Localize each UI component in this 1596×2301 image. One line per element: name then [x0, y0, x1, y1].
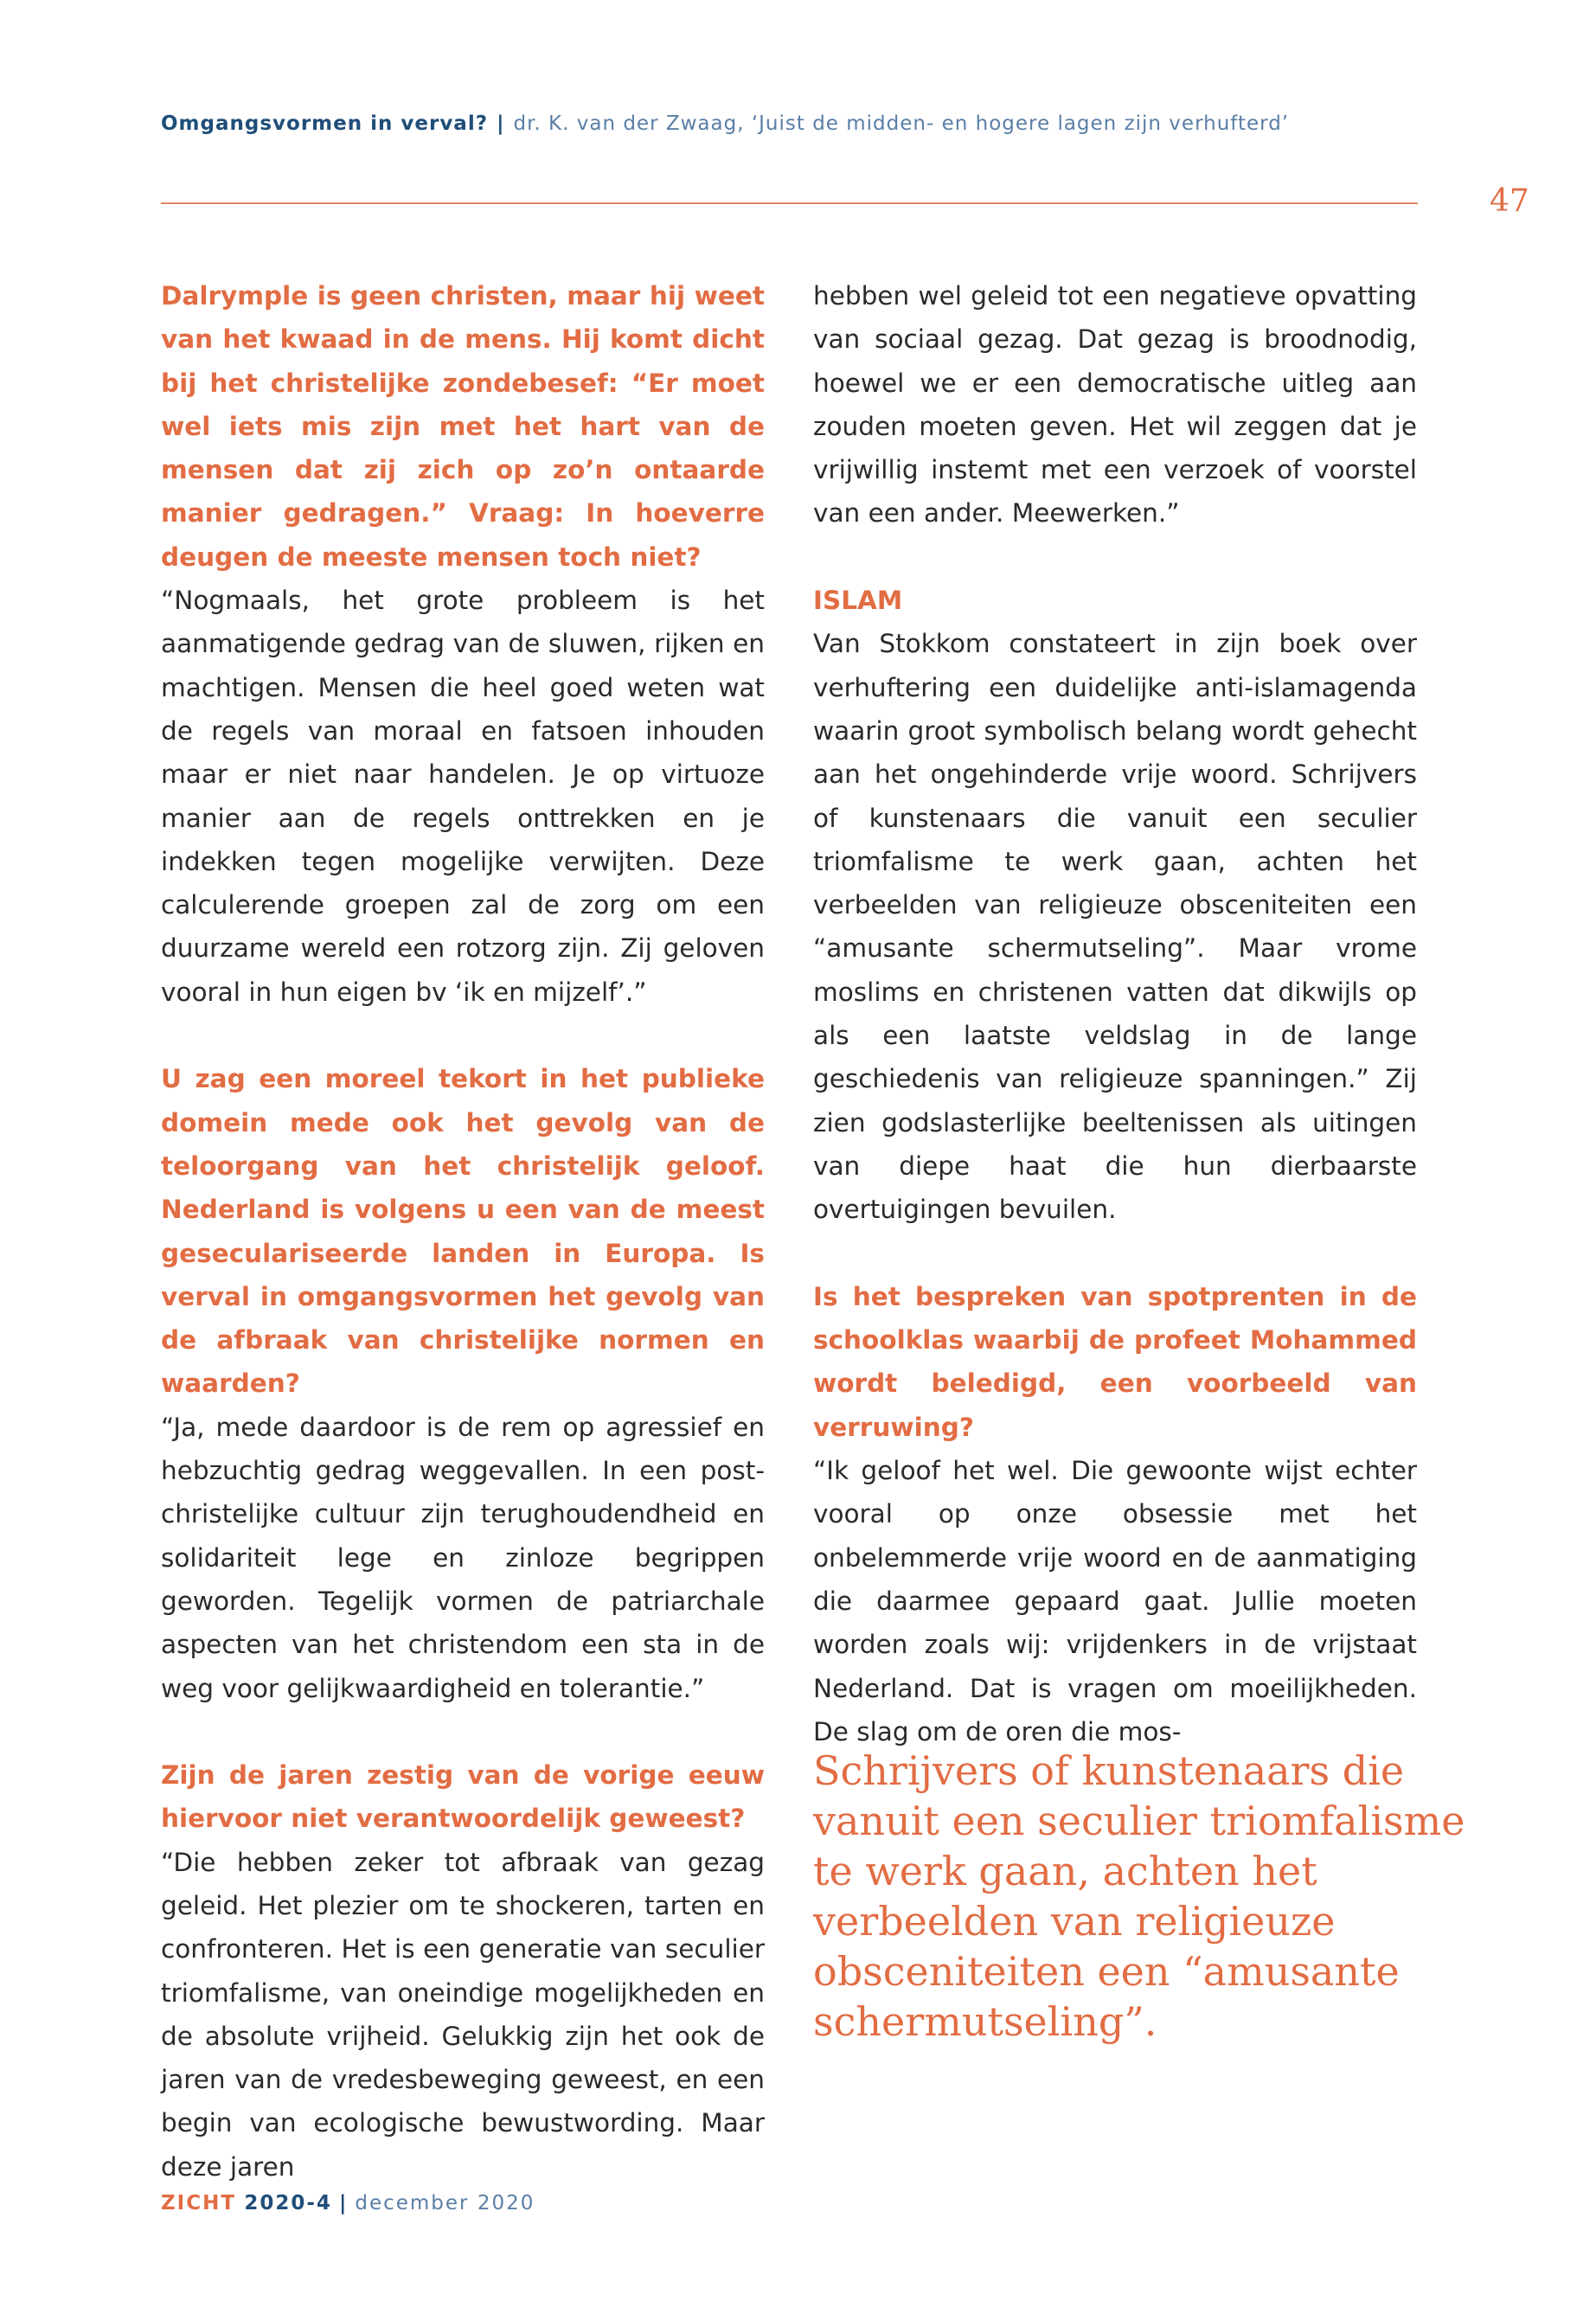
- pull-quote: Schrijvers of kunstenaars die vanuit een seculier triomfalisme te werk gaan, achten het verbeelden van religieuze obsceniteiten een “amusante schermutseling”.: [813, 1747, 1465, 2045]
- answer-3: “Die hebben zeker tot afbraak van gezag geleid. Het plezier om te shockeren, tarten en confronteren. Het is een generatie van seculier triomfalisme, van oneindige mogelijkheden en de absolute vrijheid. Gelukkig zijn het ook de jaren van de vredesbeweging geweest, en een begin van ecologische bewustwording. Maar deze jaren: [161, 1847, 765, 2182]
- question-1: Dalrymple is geen christen, maar hij weet van het kwaad in de mens. Hij komt dicht bij het christelijke zondebesef: “Er moet wel iets mis zijn met het hart van de mensen dat zij zich op zo’n ontaarde manier gedragen.” Vraag: In hoeverre deugen de meeste mensen toch niet?: [161, 281, 765, 572]
- answer-2: “Ja, mede daardoor is de rem op agressief en hebzuchtig gedrag weggevallen. In een post-christelijke cultuur zijn terughoudendheid en solidariteit lege en zinloze begrippen geworden. Tegelijk vormen de patriarchale aspecten van het christendom een sta in de weg voor gelijkwaardigheid en tolerantie.”: [161, 1412, 765, 1703]
- answer-3-continued: hebben wel geleid tot een negatieve opvatting van sociaal gezag. Dat gezag is broodnodig, hoewel we er een democratische uitleg aan zouden moeten geven. Het wil zeggen dat je vrijwillig instemt met een verzoek of voorstel van een ander. Meewerken.”: [813, 281, 1417, 529]
- question-3: Zijn de jaren zestig van de vorige eeuw hiervoor niet verantwoordelijk geweest?: [161, 1760, 765, 1834]
- page-number: 47: [1490, 183, 1529, 219]
- footer-separator: |: [338, 2192, 349, 2214]
- left-column: [161, 274, 765, 2189]
- footer: [161, 2192, 535, 2214]
- magazine-name: ZICHT: [161, 2192, 237, 2214]
- right-column: [813, 274, 1417, 1753]
- issue-date: december 2020: [355, 2192, 535, 2214]
- answer-4: “Ik geloof het wel. Die gewoonte wijst echter vooral op onze obsessie met het onbelemmerde vrije woord en de aanmatiging die daarmee gepaard gaat. Jullie moeten worden zoals wij: vrijdenkers in de vrijstaat Nederland. Dat is vragen om moeilijkheden. De slag om de oren die mos-: [813, 1456, 1417, 1747]
- issue-number: 2020-4: [244, 2192, 332, 2214]
- question-4: Is het bespreken van spotprenten in de schoolklas waarbij de profeet Mohammed wordt beledigd, een voorbeeld van verruwing?: [813, 1281, 1417, 1442]
- header-separator: |: [497, 112, 505, 135]
- running-header: [161, 112, 1289, 135]
- answer-1: “Nogmaals, het grote probleem is het aanmatigende gedrag van de sluwen, rijken en machtigen. Mensen die heel goed weten wat de regels van moraal en fatsoen inhouden maar er niet naar handelen. Je op virtuoze manier aan de regels onttrekken en je indekken tegen mogelijke verwijten. Deze calculerende groepen zal de zorg om een duurzame wereld een rotzorg zijn. Zij geloven vooral in hun eigen bv ‘ik en mijzelf’.”: [161, 586, 765, 1007]
- header-rule: [161, 202, 1418, 204]
- section-text-islam: Van Stokkom constateert in zijn boek over verhuftering een duidelijke anti-islamagenda waarin groot symbolisch belang wordt gehecht aan het ongehinderde vrije woord. Schrijvers of kunstenaars die vanuit een seculier triomfalisme te werk gaan, achten het verbeelden van religieuze obsceniteiten een “amusante schermutseling”. Maar vrome moslims en christenen vatten dat dikwijls op als een laatste veldslag in de lange geschiedenis van religieuze spanningen.” Zij zien godslasterlijke beeltenissen als uitingen van diepe haat die hun dierbaarste overtuigingen bevuilen.: [813, 629, 1417, 1225]
- question-2: U zag een moreel tekort in het publieke domein mede ook het gevolg van de teloorgang van het christelijk geloof. Nederland is volgens u een van de meest geseculariseerde landen in Europa. Is verval in omgangsvormen het gevolg van de afbraak van christelijke normen en waarden?: [161, 1064, 765, 1399]
- article-subtitle: dr. K. van der Zwaag, ‘Juist de midden- en hogere lagen zijn verhufterd’: [513, 112, 1290, 135]
- section-heading-islam: ISLAM: [813, 586, 903, 616]
- article-title: Omgangsvormen in verval?: [161, 112, 489, 135]
